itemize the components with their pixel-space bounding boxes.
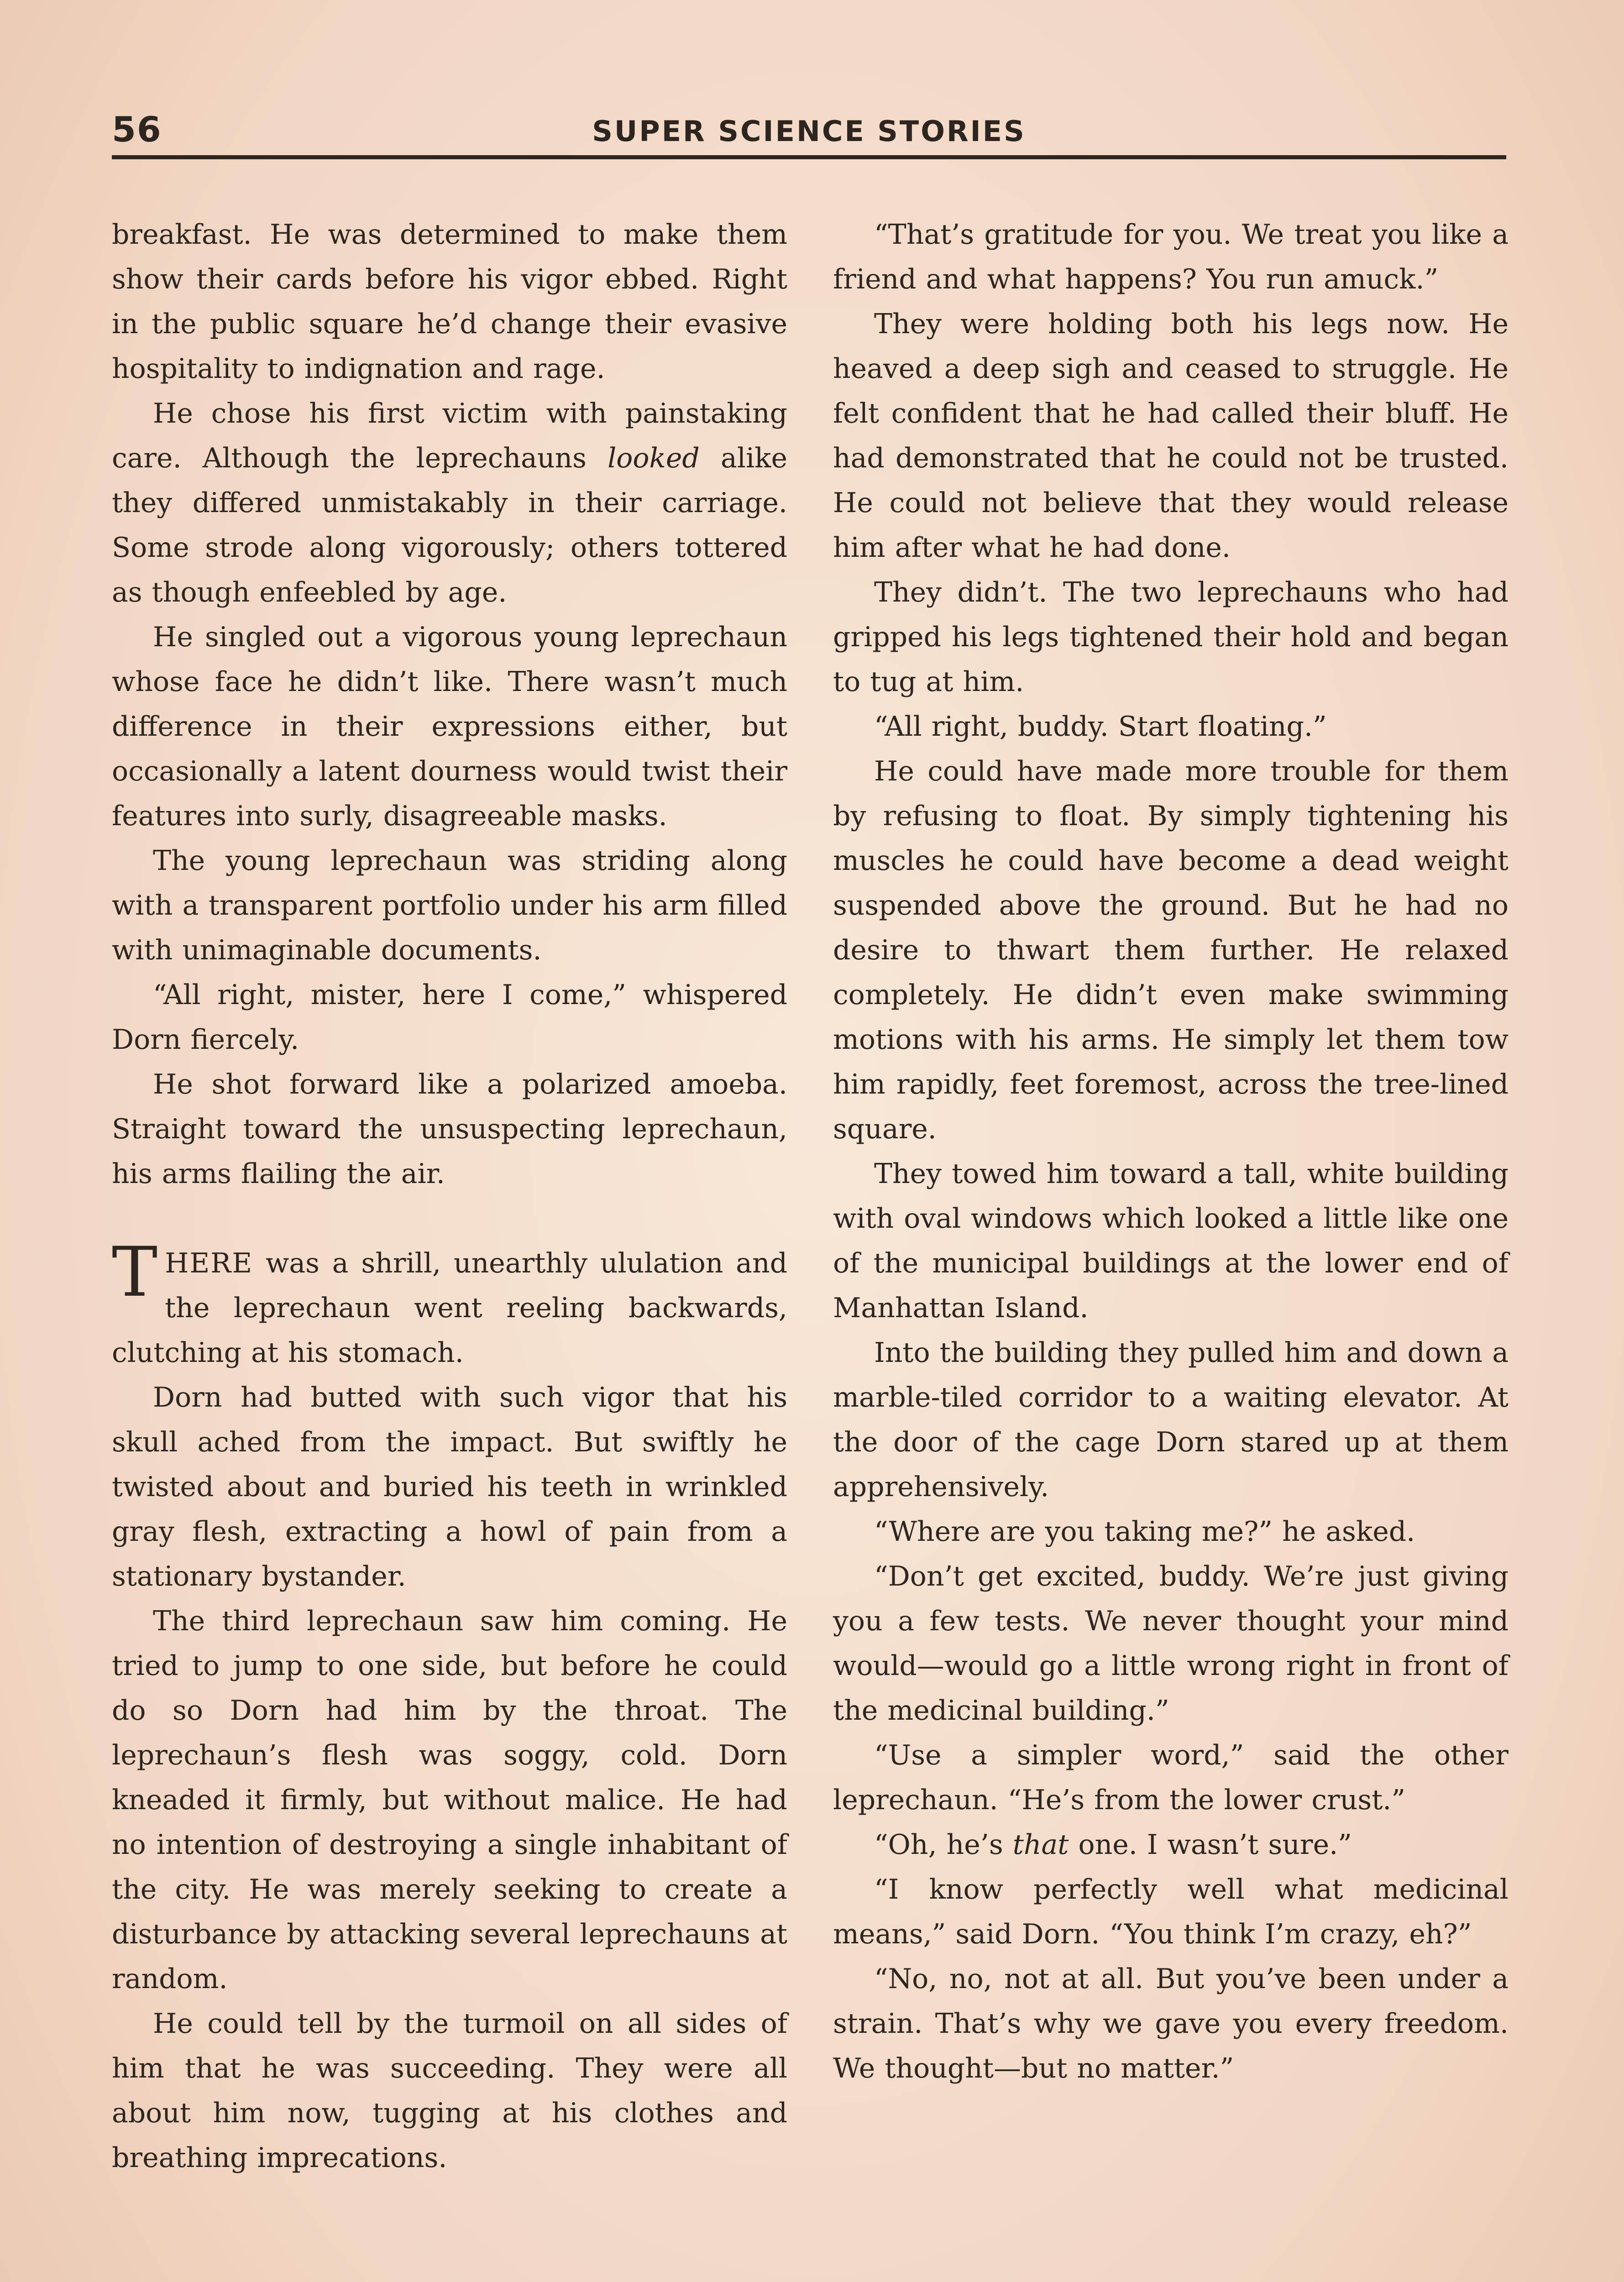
paragraph: “All right, mister, here I come,” whispered Dorn fiercely. [112, 979, 787, 1056]
paragraph: They didn’t. The two leprechauns who had gripped his legs tightened their hold and began to tug at him. [833, 576, 1509, 698]
right-column [833, 212, 1509, 2091]
paragraph: They were holding both his legs now. He heaved a deep sigh and ceased to struggle. He felt confident that he had called their bluff. He had demonstrated that he could not be trusted. He could not believe that they would release him after what he had done. [833, 308, 1509, 564]
paragraph: “Don’t get excited, buddy. We’re just giving you a few tests. We never thought your mind would—would go a little wrong right in front of the medicinal building.” [833, 1560, 1509, 1727]
paragraph: The young leprechaun was striding along with a transparent portfolio under his arm filled with unimaginable documents. [112, 845, 787, 966]
paragraph: “All right, buddy. Start floating.” [874, 711, 1327, 743]
paragraph: Dorn had butted with such vigor that his skull ached from the impact. But swiftly he twisted about and buried his teeth in wrinkled gray flesh, extracting a howl of pain from a stationary bystander. [112, 1382, 787, 1592]
paragraph: “Oh, he’s that one. I wasn’t sure.” [874, 1829, 1352, 1861]
paragraph: He could tell by the turmoil on all sides of him that he was succeeding. They were all about him now, tugging at his clothes and breathing imprecations. [112, 2008, 787, 2174]
paragraph: He chose his first victim with painstaking care. Although the leprechauns looked alike they differed unmistakably in their carriage. Some strode along vigorously; others tottered as though enfeebled by age. [112, 398, 788, 608]
lead-caps: HERE [165, 1247, 253, 1279]
paragraph: The third leprechaun saw him coming. He tried to jump to one side, but before he could do so Dorn had him by the throat. The leprechaun’s flesh was soggy, cold. Dorn kneaded it firmly, but without malice. He had no intention of destroying a single inhabitant of the city. He was merely seeking to create a disturbance by attacking several leprechauns at random. [112, 1605, 787, 1995]
drop-cap: T [112, 1233, 158, 1312]
page-number: 56 [112, 109, 162, 150]
paragraph: They towed him toward a tall, white building with oval windows which looked a little like one of the municipal buildings at the lower end of Manhattan Island. [833, 1158, 1509, 1324]
paragraph: “Use a simpler word,” said the other leprechaun. “He’s from the lower crust.” [833, 1739, 1509, 1816]
emphasis: looked [608, 442, 700, 474]
paragraph: “No, no, not at all. But you’ve been under a strain. That’s why we gave you every freedom. We thought—but no matter.” [833, 1963, 1509, 2084]
page-header [112, 98, 1506, 159]
paragraph: breakfast. He was determined to make them show their cards before his vigor ebbed. Right in the public square he’d change their evasive hospitality to indignation and rage. [112, 219, 787, 385]
paragraph: He singled out a vigorous young leprechaun whose face he didn’t like. There wasn’t much difference in their expressions either, but occasionally a latent dourness would twist their features into surly, disagreeable masks. [112, 621, 787, 832]
paragraph: “Where are you taking me?” he asked. [874, 1516, 1415, 1548]
section-opening-paragraph: THERE was a shrill, unearthly ululation and the leprechaun went reeling backwards, clutching at his stomach. [112, 1233, 787, 1369]
paragraph: “I know perfectly well what medicinal means,” said Dorn. “You think I’m crazy, eh?” [833, 1874, 1509, 1950]
emphasis: that [1012, 1829, 1069, 1861]
left-column [112, 212, 787, 2180]
running-head: SUPER SCIENCE STORIES [592, 115, 1026, 148]
paragraph: He could have made more trouble for them by refusing to float. By simply tightening his muscles he could have become a dead weight suspended above the ground. But he had no desire to thwart them further. He relaxed completely. He didn’t even make swimming motions with his arms. He simply let them tow him rapidly, feet foremost, across the tree-lined square. [833, 755, 1509, 1145]
paragraph: Into the building they pulled him and down a marble-tiled corridor to a waiting elevator. At the door of the cage Dorn stared up at them apprehensively. [833, 1337, 1509, 1503]
paragraph: “That’s gratitude for you. We treat you like a friend and what happens? You run amuck.” [833, 219, 1509, 295]
paragraph: He shot forward like a polarized amoeba. Straight toward the unsuspecting leprechaun, his arms flailing the air. [112, 1068, 787, 1190]
